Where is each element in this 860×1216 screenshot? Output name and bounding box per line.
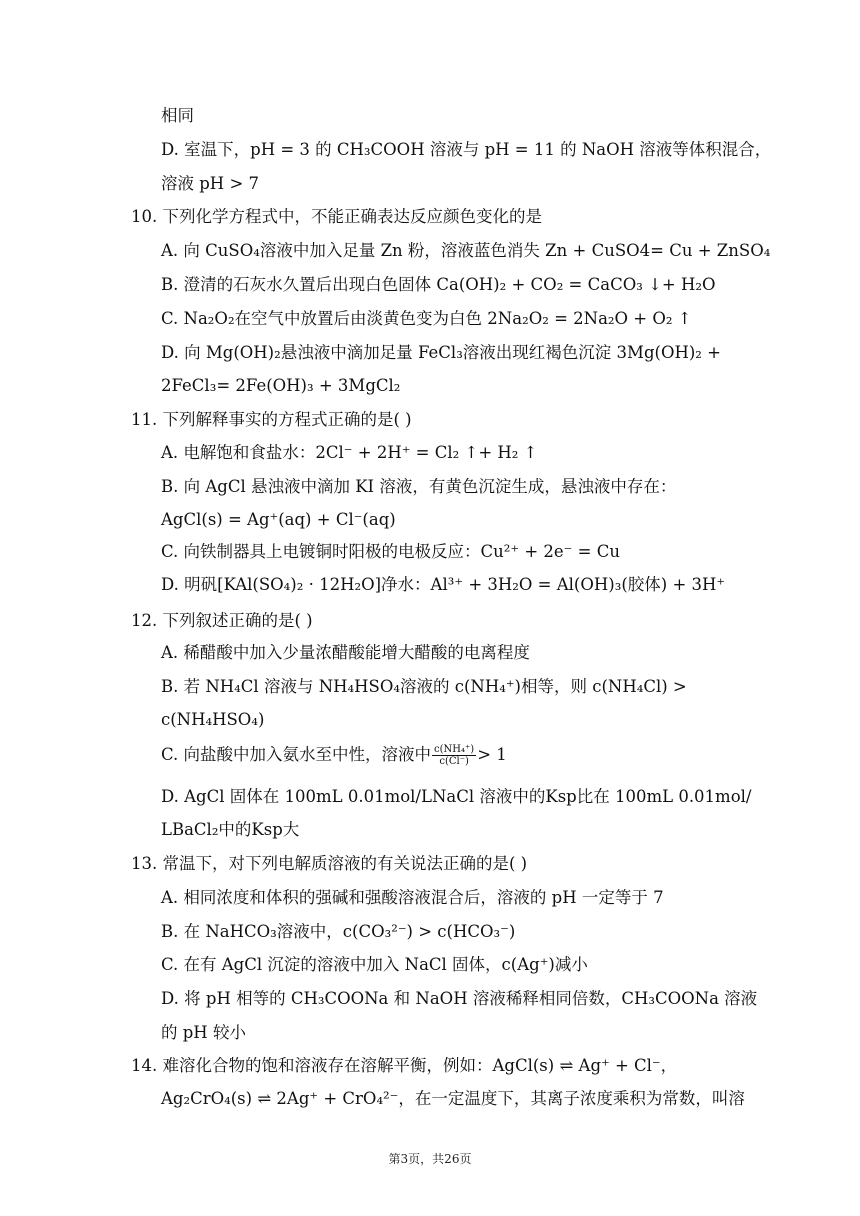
option-a: A. 稀醋酸中加入少量浓醋酸能增大醋酸的电离程度 (161, 643, 530, 662)
option-a: A. 相同浓度和体积的强碱和强酸溶液混合后，溶液的 pH 一定等于 7 (161, 888, 664, 907)
question-10: 10. 下列化学方程式中，不能正确表达反应颜色变化的是 (131, 207, 542, 226)
option-a: A. 电解饱和食盐水：2Cl⁻ + 2H⁺ = Cl₂ ↑+ H₂ ↑ (161, 443, 538, 462)
question-13: 13. 常温下，对下列电解质溶液的有关说法正确的是( ) (131, 854, 528, 873)
option-d: D. 明矾[KAl(SO₄)₂ · 12H₂O]净水：Al³⁺ + 3H₂O = Al(OH)₃(胶体) + 3H⁺ (161, 575, 726, 594)
option-c: C. 向铁制器具上电镀铜时阳极的电极反应：Cu²⁺ + 2e⁻ = Cu (161, 542, 620, 561)
text-line: 的 pH 较小 (161, 1023, 246, 1042)
option-b: B. 澄清的石灰水久置后出现白色固体 Ca(OH)₂ + CO₂ = CaCO₃ ↓+ H₂O (161, 275, 716, 294)
option-d: D. 将 pH 相等的 CH₃COONa 和 NaOH 溶液稀释相同倍数，CH₃COONa 溶液 (161, 989, 758, 1008)
page-footer: 第3页，共26页 (388, 1152, 472, 1166)
question-12: 12. 下列叙述正确的是( ) (131, 611, 313, 630)
option-c-text: C. 向盐酸中加入氨水至中性，溶液中 (161, 745, 432, 764)
fraction-numerator: c(NH₄⁺) (434, 744, 475, 755)
option-b: B. 若 NH₄Cl 溶液与 NH₄HSO₄溶液的 c(NH₄⁺)相等，则 c(NH₄Cl) > (161, 677, 687, 696)
text-line: 2FeCl₃= 2Fe(OH)₃ + 3MgCl₂ (161, 376, 401, 395)
option-d: D. AgCl 固体在 100mL 0.01mol/LNaCl 溶液中的Ksp比在 100mL 0.01mol/ (161, 787, 752, 806)
fraction-suffix: > 1 (477, 745, 507, 764)
text-line: LBaCl₂中的Ksp大 (161, 820, 300, 839)
text-line: Ag₂CrO₄(s) ⇌ 2Ag⁺ + CrO₄²⁻，在一定温度下，其离子浓度乘积为常数，叫溶 (161, 1089, 745, 1108)
text-line: 相同 (161, 106, 194, 125)
option-c (161, 743, 507, 767)
option-c: C. Na₂O₂在空气中放置后由淡黄色变为白色 2Na₂O₂ = 2Na₂O + O₂ ↑ (161, 309, 692, 328)
option-d: D. 向 Mg(OH)₂悬浊液中滴加足量 FeCl₃溶液出现红褐色沉淀 3Mg(OH)₂ + (161, 343, 721, 362)
question-11: 11. 下列解释事实的方程式正确的是( ) (131, 410, 412, 429)
option-b: B. 向 AgCl 悬浊液中滴加 KI 溶液，有黄色沉淀生成，悬浊液中存在： (161, 477, 677, 496)
text-line: 溶液 pH > 7 (161, 174, 260, 193)
option-b: B. 在 NaHCO₃溶液中，c(CO₃²⁻) > c(HCO₃⁻) (161, 922, 516, 941)
fraction (432, 744, 476, 767)
option-c: C. 在有 AgCl 沉淀的溶液中加入 NaCl 固体，c(Ag⁺)减小 (161, 955, 588, 974)
option-a: A. 向 CuSO₄溶液中加入足量 Zn 粉，溶液蓝色消失 Zn + CuSO4= Cu + ZnSO₄ (161, 241, 771, 260)
question-14: 14. 难溶化合物的饱和溶液存在溶解平衡，例如：AgCl(s) ⇌ Ag⁺ + Cl⁻， (131, 1056, 678, 1075)
option-d: D. 室温下，pH = 3 的 CH₃COOH 溶液与 pH = 11 的 NaOH 溶液等体积混合， (161, 140, 772, 159)
text-line: c(NH₄HSO₄) (161, 710, 265, 729)
text-line: AgCl(s) = Ag⁺(aq) + Cl⁻(aq) (161, 510, 396, 529)
fraction-denominator: c(Cl⁻) (439, 756, 469, 767)
